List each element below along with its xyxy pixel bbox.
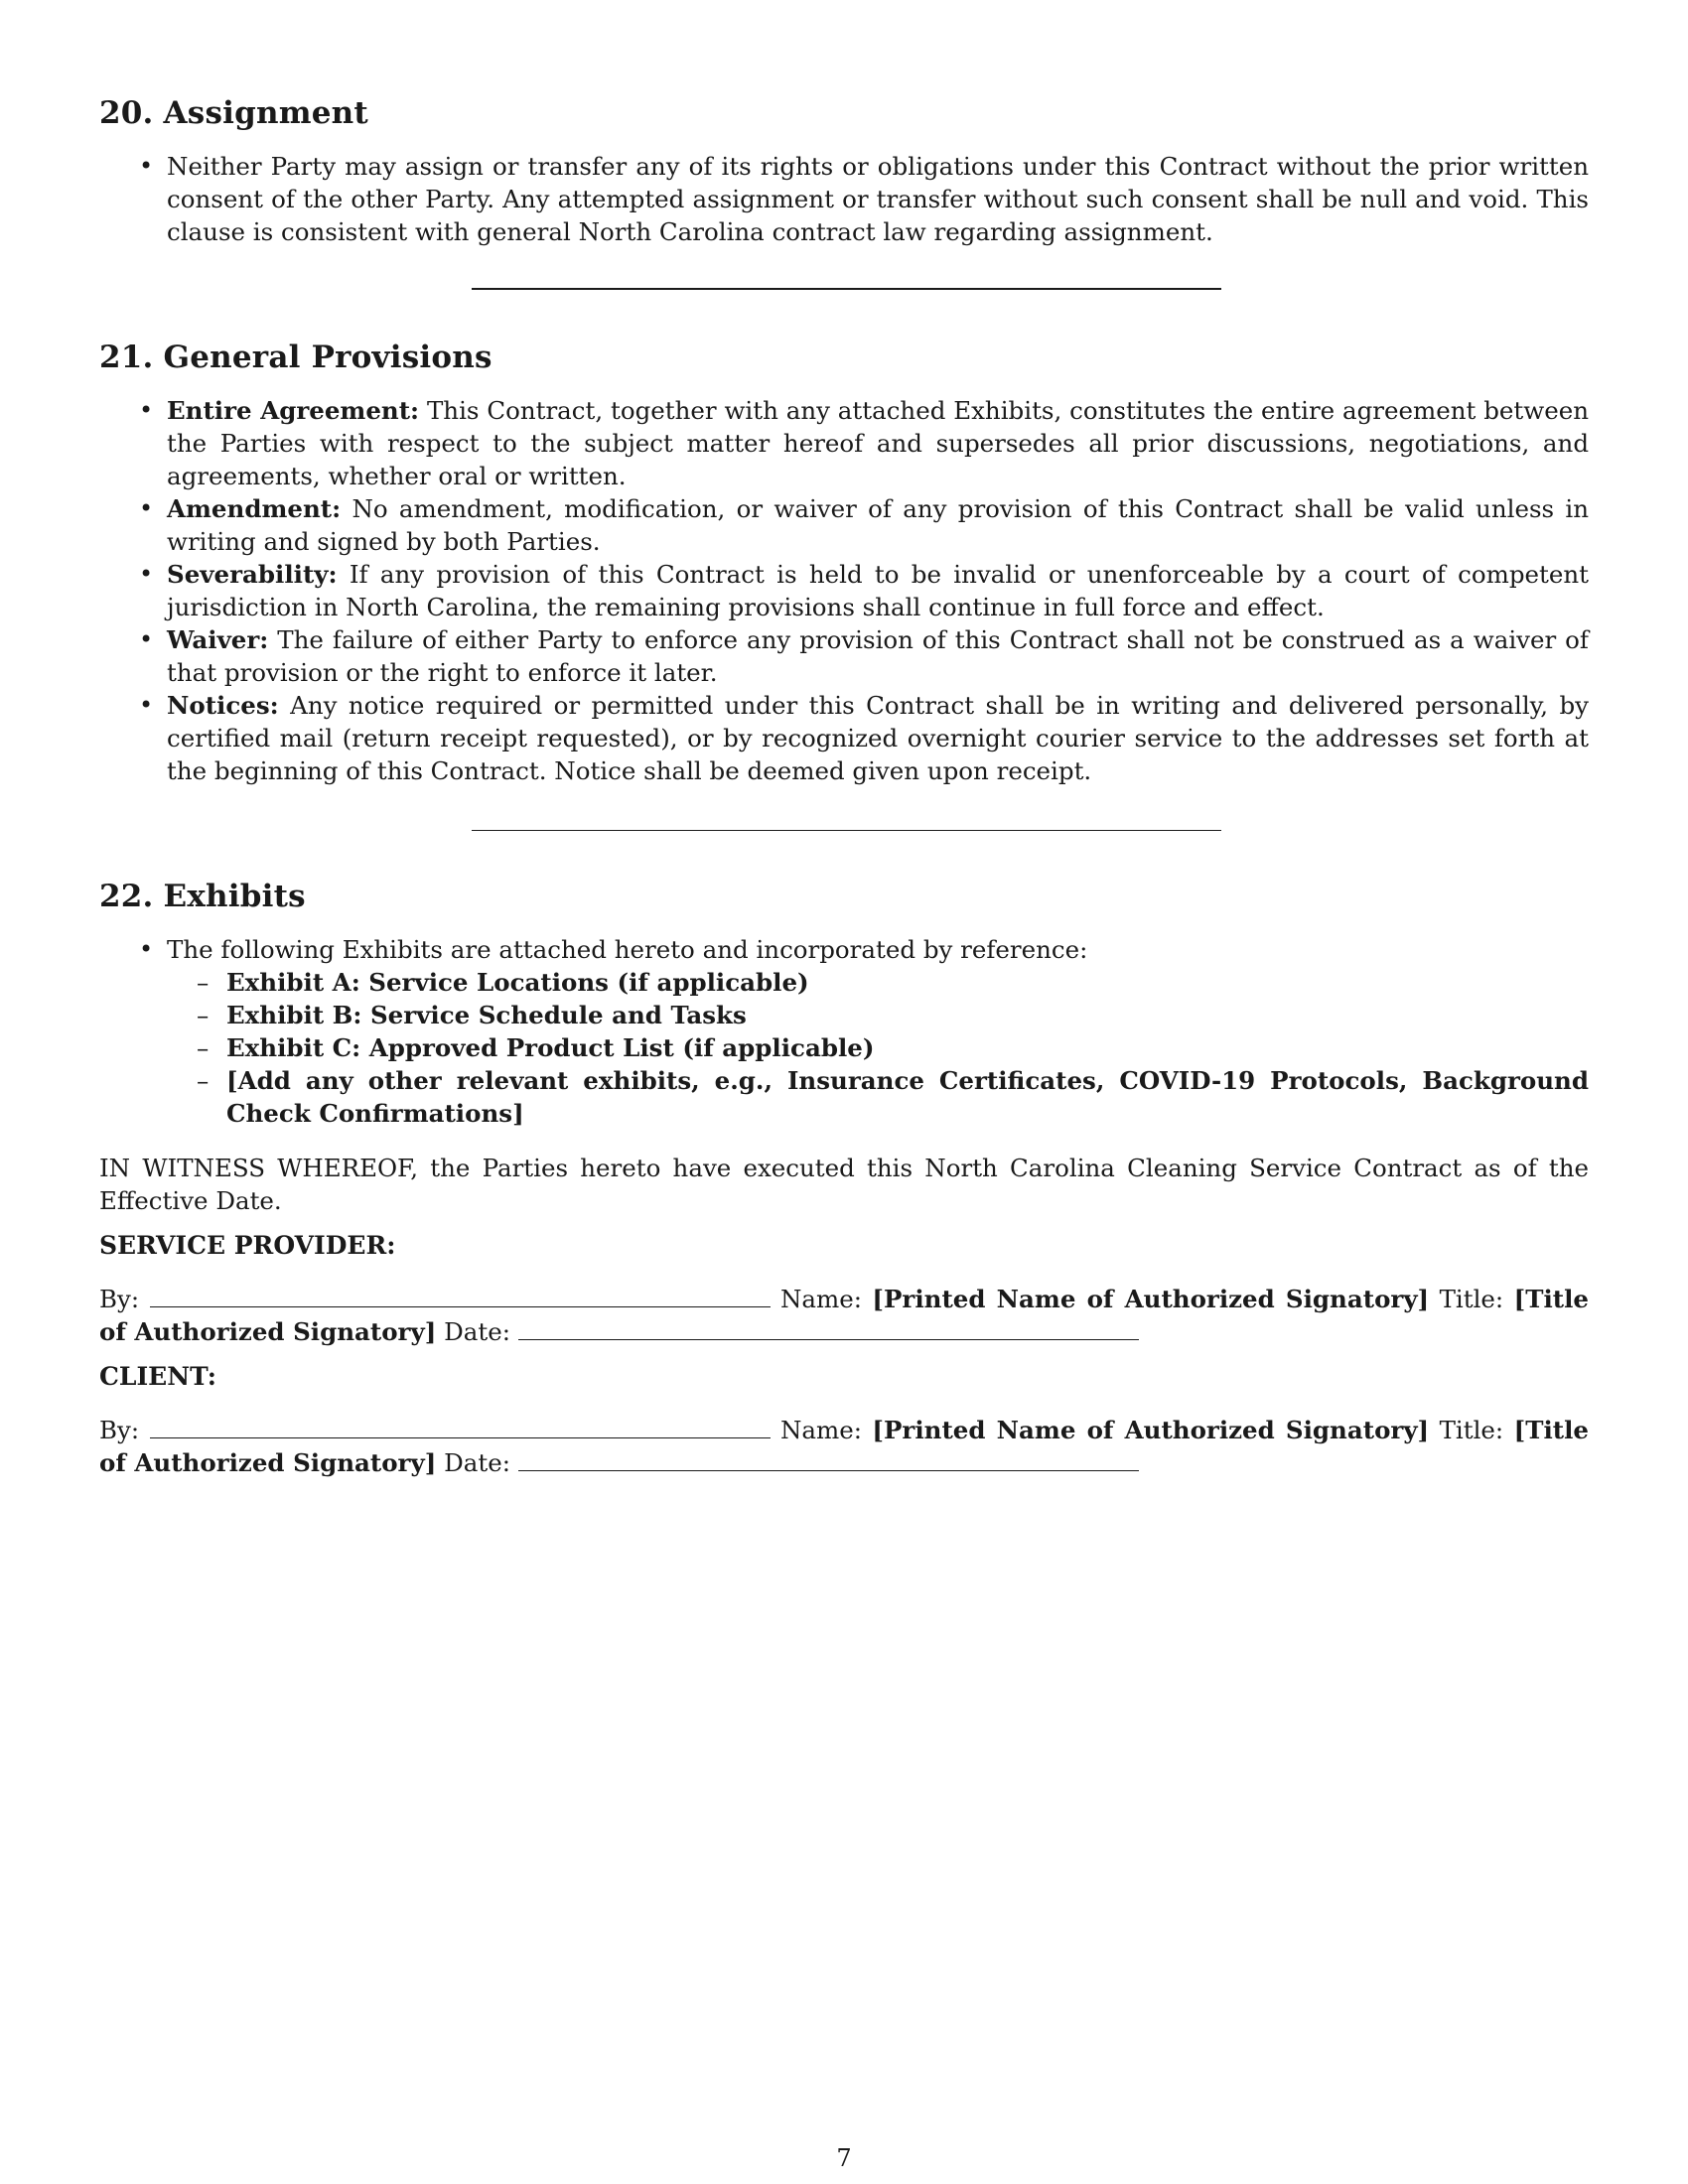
exhibit-item: – Exhibit A: Service Locations (if applicable) [167,966,1589,999]
exhibit-item: – [Add any other relevant exhibits, e.g., Insurance Certificates, COVID-19 Protocols, Background Check Confirmations] [167,1064,1589,1130]
provision-term: Entire Agreement: [167,396,420,425]
name-value: [Printed Name of Authorized Signatory] [872,1285,1430,1313]
provision-text: Any notice required or permitted under this Contract shall be in writing and delivered personally, by certified mail (return receipt requested), or by recognized overnight courier service to the addresses set forth at the beginning of this Contract. Notice shall be deemed given upon receipt. [167,691,1589,785]
exhibit-sublist [167,966,1589,1130]
signature-block-service-provider [99,1283,1589,1348]
title-label: Title: [1439,1416,1504,1444]
signature-party-label: SERVICE PROVIDER: [99,1231,396,1260]
section-number: 20. [99,95,154,131]
section-title: Exhibits [163,879,306,914]
exhibits-list [99,933,1589,1130]
signature-block-client [99,1414,1589,1479]
exhibits-intro: The following Exhibits are attached hereto and incorporated by reference: [167,935,1088,964]
exhibit-item: – Exhibit C: Approved Product List (if applicable) [167,1031,1589,1064]
section-heading-assignment [99,95,368,131]
signature-line[interactable] [150,1414,771,1438]
name-value: [Printed Name of Authorized Signatory] [872,1416,1430,1444]
assignment-list [99,150,1589,248]
section-title: General Provisions [163,340,492,375]
section-title: Assignment [163,95,368,131]
title-value: [Title of Authorized Signatory] [99,1285,1589,1346]
date-line[interactable] [518,1315,1139,1340]
list-item [99,558,1589,623]
name-label: Name: [779,1285,862,1313]
section-number: 21. [99,340,154,375]
section-heading-exhibits [99,879,306,914]
provision-text: The failure of either Party to enforce any provision of this Contract shall not be construed as a waiver of that provision or the right to enforce it later. [167,625,1589,687]
date-line[interactable] [518,1446,1139,1471]
signature-line[interactable] [150,1283,771,1307]
list-item [99,689,1589,787]
name-label: Name: [779,1416,862,1444]
by-label: By: [99,1416,140,1444]
provision-text: If any provision of this Contract is held to be invalid or unenforceable by a court of competent jurisdiction in North Carolina, the remaining provisions shall continue in full force and effect. [167,560,1589,621]
witness-clause: IN WITNESS WHEREOF, the Parties hereto have executed this North Carolina Cleaning Service Contract as of the Effective Date. [99,1154,1589,1215]
section-divider [472,830,1221,831]
date-label: Date: [444,1448,510,1477]
provision-text: No amendment, modification, or waiver of any provision of this Contract shall be valid unless in writing and signed by both Parties. [167,494,1589,556]
general-provisions-list [99,394,1589,787]
list-item [99,933,1589,1130]
provision-term: Amendment: [167,494,342,523]
list-item [99,623,1589,689]
section-heading-general-provisions [99,340,492,375]
section-number: 22. [99,879,154,914]
provision-term: Severability: [167,560,338,589]
title-label: Title: [1439,1285,1504,1313]
title-value: [Title of Authorized Signatory] [99,1416,1589,1477]
list-item [99,394,1589,492]
signature-party-label: CLIENT: [99,1362,217,1391]
by-label: By: [99,1285,140,1313]
provision-term: Notices: [167,691,279,720]
list-item: • Neither Party may assign or transfer any of its rights or obligations under this Contract without the prior written consent of the other Party. Any attempted assignment or transfer without such consent shall be null and void. This clause is consistent with general North Carolina contract law regarding assignment. [99,150,1589,248]
provision-text: This Contract, together with any attached Exhibits, constitutes the entire agreement between the Parties with respect to the subject matter hereof and supersedes all prior discussions, negotiations, and agreements, whether oral or written. [167,396,1589,490]
section-divider [472,288,1221,290]
exhibit-item: – Exhibit B: Service Schedule and Tasks [167,999,1589,1031]
date-label: Date: [444,1317,510,1346]
page-number: 7 [836,2144,852,2172]
provision-term: Waiver: [167,625,269,654]
list-item [99,492,1589,558]
